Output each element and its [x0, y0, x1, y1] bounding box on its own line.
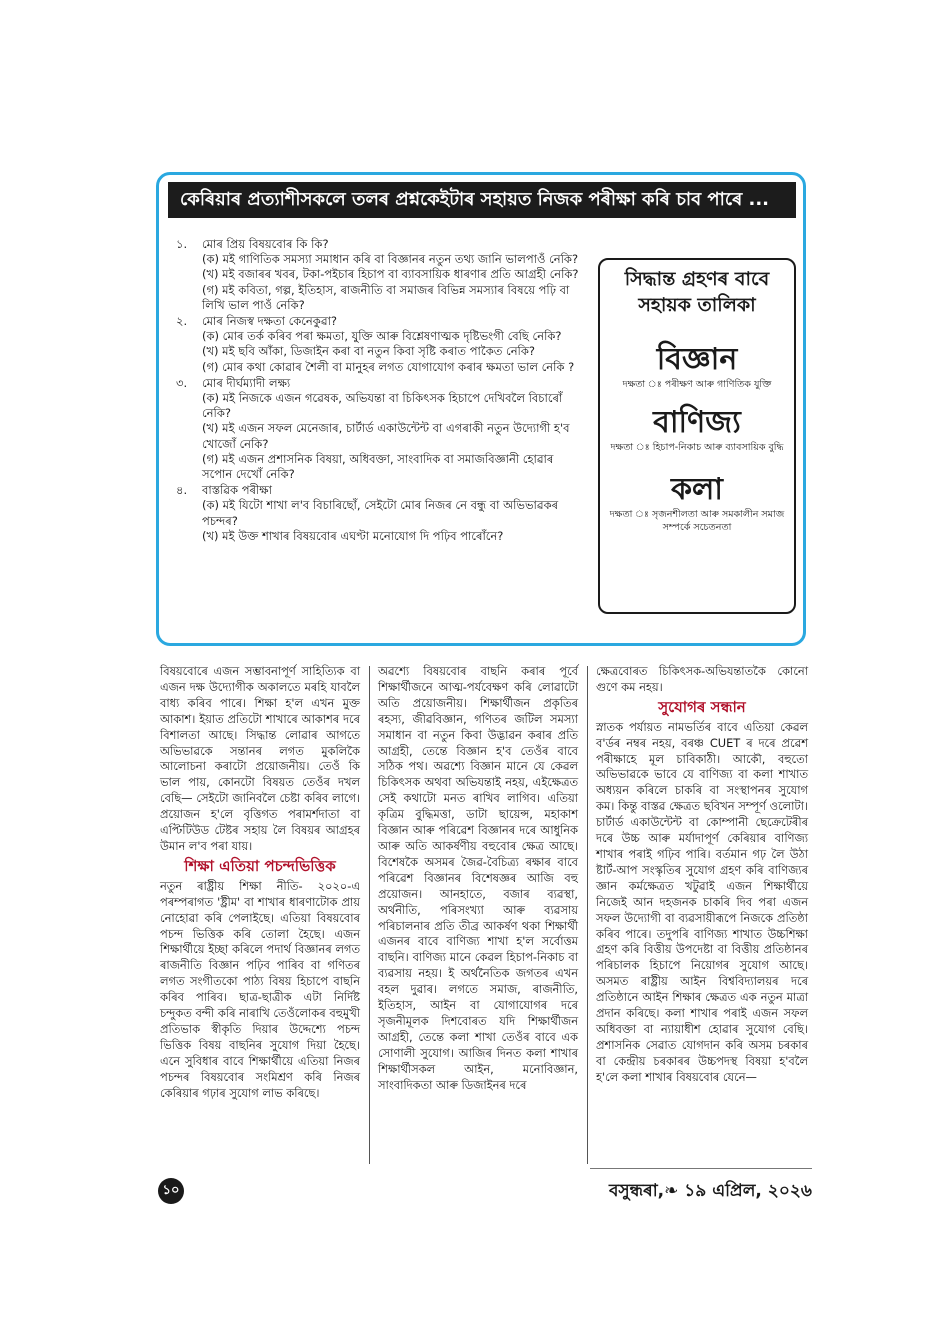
section-heading: সুযোগৰ সন্ধান: [658, 697, 746, 716]
side-title-line: সিদ্ধান্ত গ্ৰহণৰ বাবে: [624, 268, 770, 290]
paragraph: নতুন ৰাষ্ট্ৰীয় শিক্ষা নীতি- ২০২০-এ পৰম্পৰাগত 'ষ্ট্ৰীম' বা শাখাৰ ধাৰণাটোক প্ৰায় নোহোৱা কৰি পেলাইছে। এতিয়া বিষয়বোৰ পচন্দ ভিত্তিক কৰি তোলা হৈছে। এজন শিক্ষাৰ্থীয়ে ইচ্ছা কৰিলে পদাৰ্থ বিজ্ঞানৰ লগত ৰাজনীতি বিজ্ঞান পঢ়িব পাৰিব বা গণিতৰ লগত সংগীতকো পাঠ্য বিষয় হিচাপে বাছনি কৰিব পাৰিব। ছাত্ৰ-ছাত্ৰীক এটা নিৰ্দিষ্ট চন্দুকত বন্দী কৰি নাৰাখি তেওঁলোকৰ বহুমুখী প্ৰতিভাক স্বীকৃতি দিয়াৰ উদ্দেশ্যে পচন্দ ভিত্তিক বিষয় বাছনিৰ সুযোগ দিয়া হৈছে। এনে সুবিধাৰ বাবে শিক্ষাৰ্থীয়ে এতিয়া নিজৰ পচন্দৰ বিষয়বোৰ সংমিশ্ৰণ কৰি নিজৰ কেৰিয়াৰ গঢ়াৰ সুযোগ লাভ কৰিছে।: [160, 878, 360, 1100]
question-item: [176, 237, 580, 313]
footer-rule: [590, 1168, 812, 1169]
question-option: (গ) মই কবিতা, গল্প, ইতিহাস, ৰাজনীতি বা সমাজৰ বিভিন্ন সমস্যাৰ বিষয়ে পঢ়ি বা লিখি ভাল পাওঁ নেকি?: [202, 282, 570, 312]
article-column-2: [378, 664, 578, 1093]
question-list: [176, 236, 580, 544]
section-heading: শিক্ষা এতিয়া পচন্দভিত্তিক: [184, 856, 336, 875]
question-item: [176, 376, 580, 482]
question-title: মোৰ প্ৰিয় বিষয়বোৰ কি কি?: [202, 237, 329, 251]
publication-name: বসুন্ধৰা,: [608, 1181, 665, 1201]
question-number: ৪.: [176, 483, 188, 498]
article-column-3: [596, 664, 808, 1086]
column-divider: [587, 666, 588, 1164]
decision-helper-table: [598, 258, 796, 614]
side-title: [600, 266, 794, 318]
question-title: বাস্তৱিক পৰীক্ষা: [202, 483, 272, 498]
field-skill-commerce: দক্ষতা ঃ হিচাপ-নিকাচ আৰু ব্যাবসায়িক বুদ্ধি: [610, 442, 784, 453]
question-option: (ক) মই যিটো শাখা ল'ব বিচাৰিছোঁ, সেইটো মোৰ নিজৰ নে বন্ধু বা অভিভাৱকৰ পচন্দৰ?: [202, 498, 559, 528]
question-option: (খ) মই এজন সফল মেনেজাৰ, চাৰ্টাৰ্ড একাউন্টেন্ট বা এগৰাকী নতুন উদ্যোগী হ'ব খোজোঁ নেকি?: [202, 421, 570, 451]
paragraph: বিষয়বোৰে এজন সম্ভাবনাপূৰ্ণ সাহিত্যিক বা এজন দক্ষ উদ্যোগীক অকালতে মৰহি যাবলৈ বাধ্য কৰিব পাৰে। শিক্ষা হ'ল এখন মুক্ত আকাশ। ইয়াত প্ৰতিটো শাখাৰে আকাশৰ দৰে বিশালতা আছে। সিদ্ধান্ত লোৱাৰ আগতে অভিভাৱকে সন্তানৰ লগত মুকলিকৈ আলোচনা কৰাটো প্ৰয়োজনীয়। তেওঁ কি ভাল পায়, কোনটো বিষয়ত তেওঁৰ দখল বেছি— সেইটো জানিবলৈ চেষ্টা কৰিব লাগে। প্ৰয়োজন হ'লে বৃত্তিগত পৰামৰ্শদাতা বা এপ্টিটিউড টেষ্টৰ সহায় লৈ বিষয়ৰ আগ্ৰহৰ উমান ল'ব পৰা যায়।: [160, 664, 360, 853]
field-skill-science: দক্ষতা ঃ পৰীক্ষণ আৰু গাণিতিক যুক্তি: [622, 379, 772, 390]
paragraph: অৱশ্যে বিষয়বোৰ বাছনি কৰাৰ পূৰ্বে শিক্ষাৰ্থীজনে আত্ম-পৰ্যবেক্ষণ কৰি লোৱাটো অতি প্ৰয়োজনীয়। শিক্ষাৰ্থীজন প্ৰকৃতিৰ ৰহস্য, জীৱবিজ্ঞান, গণিতৰ জটিল সমস্যা সমাধান বা নতুন কিবা উদ্ভাৱন কৰাৰ প্ৰতি আগ্ৰহী, তেন্তে বিজ্ঞান হ'ব তেওঁৰ বাবে সঠিক পথ। অৱশ্যে বিজ্ঞান মানে যে কেৱল চিকিৎসক অথবা অভিযন্তাই নহয়, এইক্ষেত্ৰত সেই কথাটো মনত ৰাখিব লাগিব। এতিয়া কৃত্ৰিম বুদ্ধিমত্তা, ডাটা ছায়েন্স, মহাকাশ বিজ্ঞান আৰু পৰিৱেশ বিজ্ঞানৰ দৰে আধুনিক আৰু অতি আকৰ্ষণীয় বহুবোৰ ক্ষেত্ৰ আছে। বিশেষকৈ অসমৰ জৈৱ-বৈচিত্ৰ্য ৰক্ষাৰ বাবে পৰিৱেশ বিজ্ঞানৰ বিশেষজ্ঞৰ আজি বহু প্ৰয়োজন। আনহাতে, বজাৰ ব্যৱস্থা, অৰ্থনীতি, পৰিসংখ্যা আৰু ব্যৱসায় পৰিচালনাৰ প্ৰতি তীব্ৰ আকৰ্ষণ থকা শিক্ষাৰ্থী এজনৰ বাবে বাণিজ্য শাখা হ'ল সৰ্বোত্তম বাছনি। বাণিজ্য মানে কেৱল হিচাপ-নিকাচ বা ব্যৱসায় নহয়। ই অৰ্থনৈতিক জগতৰ এখন বহল দুৱাৰ। লগতে সমাজ, ৰাজনীতি, ইতিহাস, আইন বা যোগাযোগৰ দৰে সৃজনীমূলক দিশবোৰত যদি শিক্ষাৰ্থীজন আগ্ৰহী, তেন্তে কলা শাখা তেওঁৰ বাবে এক সোণালী সুযোগ। আজিৰ দিনত কলা শাখাৰ শিক্ষাৰ্থীসকল আইন, মনোবিজ্ঞান, সাংবাদিকতা আৰু ডিজাইনৰ দৰে: [378, 664, 578, 1092]
issue-date: ১৯ এপ্ৰিল, ২০২৬: [684, 1181, 812, 1201]
question-option: (খ) মই ছবি আঁকা, ডিজাইন কৰা বা নতুন কিবা সৃষ্টি কৰাত পাকৈত নেকি?: [202, 344, 535, 359]
field-name-arts: কলা: [670, 472, 724, 507]
question-option: (ক) মোৰ তৰ্ক কৰিব পৰা ক্ষমতা, যুক্তি আৰু বিশ্লেষণাত্মক দৃষ্টিভংগী বেছি নেকি?: [202, 329, 562, 344]
box-header: কেৰিয়াৰ প্ৰত্যাশীসকলে তলৰ প্ৰশ্নকেইটাৰ সহায়ত নিজক পৰীক্ষা কৰি চাব পাৰে ...: [168, 182, 796, 218]
question-option: (গ) মই এজন প্ৰশাসনিক বিষয়া, অধিবক্তা, সাংবাদিক বা সমাজবিজ্ঞানী হোৱাৰ সপোন দেখোঁ নেকি?: [202, 451, 554, 482]
question-title: মোৰ নিজস্ব দক্ষতা কেনেকুৱা?: [202, 314, 338, 329]
field-skill-arts: দক্ষতা ঃ সৃজনশীলতা আৰু সমকালীন সমাজ সম্পৰ্কে সচেতনতা: [609, 509, 785, 533]
article-column-1: [160, 664, 360, 1101]
field-name-commerce: বাণিজ্য: [653, 405, 741, 440]
paragraph: স্নাতক পৰ্যায়ত নামভৰ্তিৰ বাবে এতিয়া কেৱল ব'ৰ্ডৰ নম্বৰ নহয়, বৰঞ্চ CUET ৰ দৰে প্ৰৱেশ পৰীক্ষাহে মূল চাবিকাঠী। আকৌ, বহুতো অভিভাৱকে ভাবে যে বাণিজ্য বা কলা শাখাত অধ্যয়ন কৰিলে চাকৰি বা সংস্থাপনৰ সুযোগ কম। কিন্তু বাস্তৱ ক্ষেত্ৰত ছবিখন সম্পূৰ্ণ ওলোটা। চাৰ্টাৰ্ড একাউন্টেন্ট বা কোম্পানী ছেক্ৰেটেৰীৰ দৰে উচ্চ আৰু মৰ্যাদাপূৰ্ণ কেৰিয়াৰ বাণিজ্য শাখাৰ পৰাই গঢ়িব পাৰি। বৰ্তমান গঢ় লৈ উঠা ষ্টাৰ্ট-আপ সংস্কৃতিৰ সুযোগ গ্ৰহণ কৰি বাণিজ্যৰ জ্ঞান কৰ্মক্ষেত্ৰত খটুৱাই এজন শিক্ষাৰ্থীয়ে নিজেই আন দহজনক চাকৰি দিব পৰা এজন সফল উদ্যোগী বা ব্যৱসায়ীৰূপে নিজকে প্ৰতিষ্ঠা কৰিব পাৰে। তদুপৰি বাণিজ্য শাখাত উচ্চশিক্ষা গ্ৰহণ কৰি বিত্তীয় উপদেষ্টা বা বিত্তীয় প্ৰতিষ্ঠানৰ পৰিচালক হিচাপে নিয়োগৰ সুযোগ আছে। অসমত ৰাষ্ট্ৰীয় আইন বিশ্ববিদ্যালয়ৰ দৰে প্ৰতিষ্ঠানে আইন শিক্ষাৰ ক্ষেত্ৰত এক নতুন মাত্ৰা প্ৰদান কৰিছে। কলা শাখাৰ পৰাই এজন সফল অধিবক্তা বা ন্যায়াধীশ হোৱাৰ সুযোগ বেছি। প্ৰশাসনিক সেৱাত যোগদান কৰি অসম চৰকাৰ বা কেন্দ্ৰীয় চৰকাৰৰ উচ্চপদস্থ বিষয়া হ'বলৈ হ'লে কলা শাখাৰ বিষয়বোৰ যেনে—: [596, 719, 808, 1084]
question-option: (গ) মোৰ কথা কোৱাৰ শৈলী বা মানুহৰ লগত যোগাযোগ কৰাৰ ক্ষমতা ভাল নেকি ?: [202, 359, 575, 374]
flourish-icon: ❧: [664, 1181, 679, 1201]
paragraph: ক্ষেত্ৰবোৰত চিকিৎসক-অভিযন্তাতকৈ কোনো গুণে কম নহয়।: [596, 664, 808, 694]
question-number: ২.: [176, 314, 188, 329]
question-option: (খ) মই উক্ত শাখাৰ বিষয়বোৰ এঘণ্টা মনোযোগ দি পঢ়িব পাৰোঁনে?: [202, 528, 504, 543]
side-title-line: সহায়ক তালিকা: [638, 294, 756, 316]
question-item: [176, 483, 580, 544]
field-name-science: বিজ্ঞান: [656, 342, 738, 377]
question-number: ১.: [176, 237, 188, 251]
question-item: [176, 314, 580, 375]
question-option: (খ) মই বজাৰৰ খবৰ, টকা-পইচাৰ হিচাপ বা ব্যাবসায়িক ধাৰণাৰ প্ৰতি আগ্ৰহী নেকি?: [202, 267, 579, 282]
question-option: (ক) মই গাণিতিক সমস্যা সমাধান কৰি বা বিজ্ঞানৰ নতুন তথ্য জানি ভালপাওঁ নেকি?: [202, 252, 579, 267]
question-option: (ক) মই নিজকে এজন গৱেষক, অভিযন্তা বা চিকিৎসক হিচাপে দেখিবলৈ বিচাৰোঁ নেকি?: [202, 391, 563, 421]
footer: [592, 1178, 812, 1206]
column-divider: [369, 666, 370, 1164]
question-number: ৩.: [176, 375, 188, 390]
question-title: মোৰ দীৰ্ঘম্যাদী লক্ষ্য: [202, 375, 291, 390]
page-number: ১০: [158, 1178, 184, 1204]
